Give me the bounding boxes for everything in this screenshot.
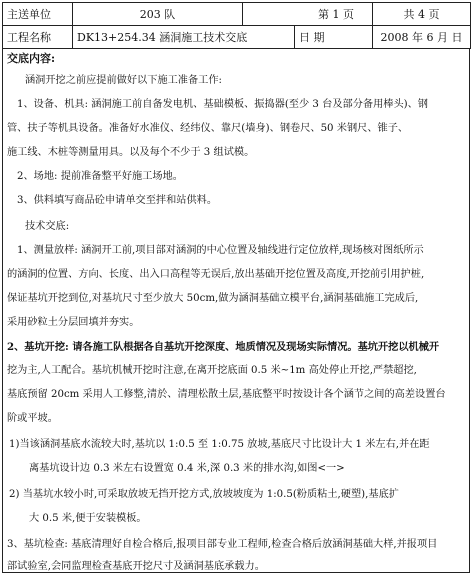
content-line: 离基坑设计边 0.3 米左右设置宽 0.4 米,深 0.3 米的排水沟,如图<一> bbox=[29, 463, 345, 474]
content-line: 3、基坑检查: 基底清理好自检合格后,报项目部专业工程师,检查合格后放涵洞基础大样,并报项目 bbox=[7, 539, 438, 550]
total-pages: 共 4 页 bbox=[373, 3, 471, 26]
header-row-unit bbox=[3, 3, 471, 26]
content-line: 挖为主,人工配合。基坑机械开挖时注意,在离开挖底面 0.5 米~1m 高处停止开挖,严禁超挖, bbox=[7, 365, 417, 376]
content-line: 2、场地: 提前准备整平好施工场地。 bbox=[17, 171, 183, 182]
content-line: 基底预留 20cm 采用人工修整,清於、清理松散土层,基底整平时按设计各个涵节之间的高差设置台 bbox=[7, 389, 446, 400]
content-line: 采用砂粒土分层回填并夯实。 bbox=[7, 317, 140, 328]
content-line: 的涵洞的位置、方向、长度、出入口高程等无误后,放出基础开挖位置及高度,开挖前引用护桩, bbox=[7, 269, 425, 280]
unit-value: 203 队 bbox=[73, 3, 243, 26]
content-line: 1、设备、机具: 涵洞施工前自备发电机、基础模板、振捣器(至少 3 台及部分备用棒头)、钢 bbox=[17, 99, 428, 110]
content-line: 涵洞开挖之前应提前做好以下施工准备工作: bbox=[25, 75, 222, 86]
project-value: DK13+254.34 涵洞施工技术交底 bbox=[73, 26, 295, 49]
content-line: 大 0.5 米,便于安装模板。 bbox=[29, 513, 147, 524]
content-title: 交底内容: bbox=[7, 52, 56, 65]
content-line: 阶或平坡。 bbox=[7, 413, 58, 424]
content-line: 2) 当基坑水较小时,可采取放坡无挡开挖方式,放坡坡度为 1:0.5(粉质粘土,硬塑),基底扩 bbox=[9, 489, 399, 500]
date-label: 日 期 bbox=[295, 26, 373, 49]
content-line: 技术交底: bbox=[25, 221, 70, 232]
content-line: 1)当该涵洞基底水流较大时,基坑以 1:0.5 至 1:0.75 放坡,基底尺寸比设计大 1 米左右,并在距 bbox=[9, 439, 430, 450]
content-line: 管、扶子等机具设备。准备好水准仪、经纬仪、靠尺(墙身)、钢卷尺、50 米钢尺、锥子、 bbox=[7, 123, 409, 134]
content-line: 1、测量放样: 涵洞开工前,项目部对涵洞的中心位置及轴线进行定位放样,现场核对图纸所示 bbox=[17, 245, 424, 256]
date-value: 2008 年 6 月 日 bbox=[373, 26, 471, 49]
unit-label: 主送单位 bbox=[3, 3, 73, 26]
content-line: 保证基坑开挖到位,对基坑尺寸至少放大 50cm,做为涵洞基础立模平台,涵洞基础施工完成后, bbox=[7, 293, 419, 304]
content-line: 部试验室,会同监理检查基底开挖尺寸及涵洞基底承载力。 bbox=[7, 561, 265, 572]
content-box bbox=[2, 48, 470, 573]
content-line: 3、供料填写商品砼申请单交至拌和站供料。 bbox=[17, 195, 218, 206]
content-line: 施工线、木桩等测量用具。以及每个不少于 3 组试模。 bbox=[7, 147, 255, 158]
project-label: 工程名称 bbox=[3, 26, 73, 49]
content-line: 2、基坑开挖: 请各施工队根据各自基坑开挖深度、地质情况及现场实际情况。基坑开挖以机械开 bbox=[7, 341, 440, 353]
header-table bbox=[2, 2, 471, 49]
page-number: 第 1 页 bbox=[243, 3, 373, 26]
header-row-project bbox=[3, 26, 471, 49]
